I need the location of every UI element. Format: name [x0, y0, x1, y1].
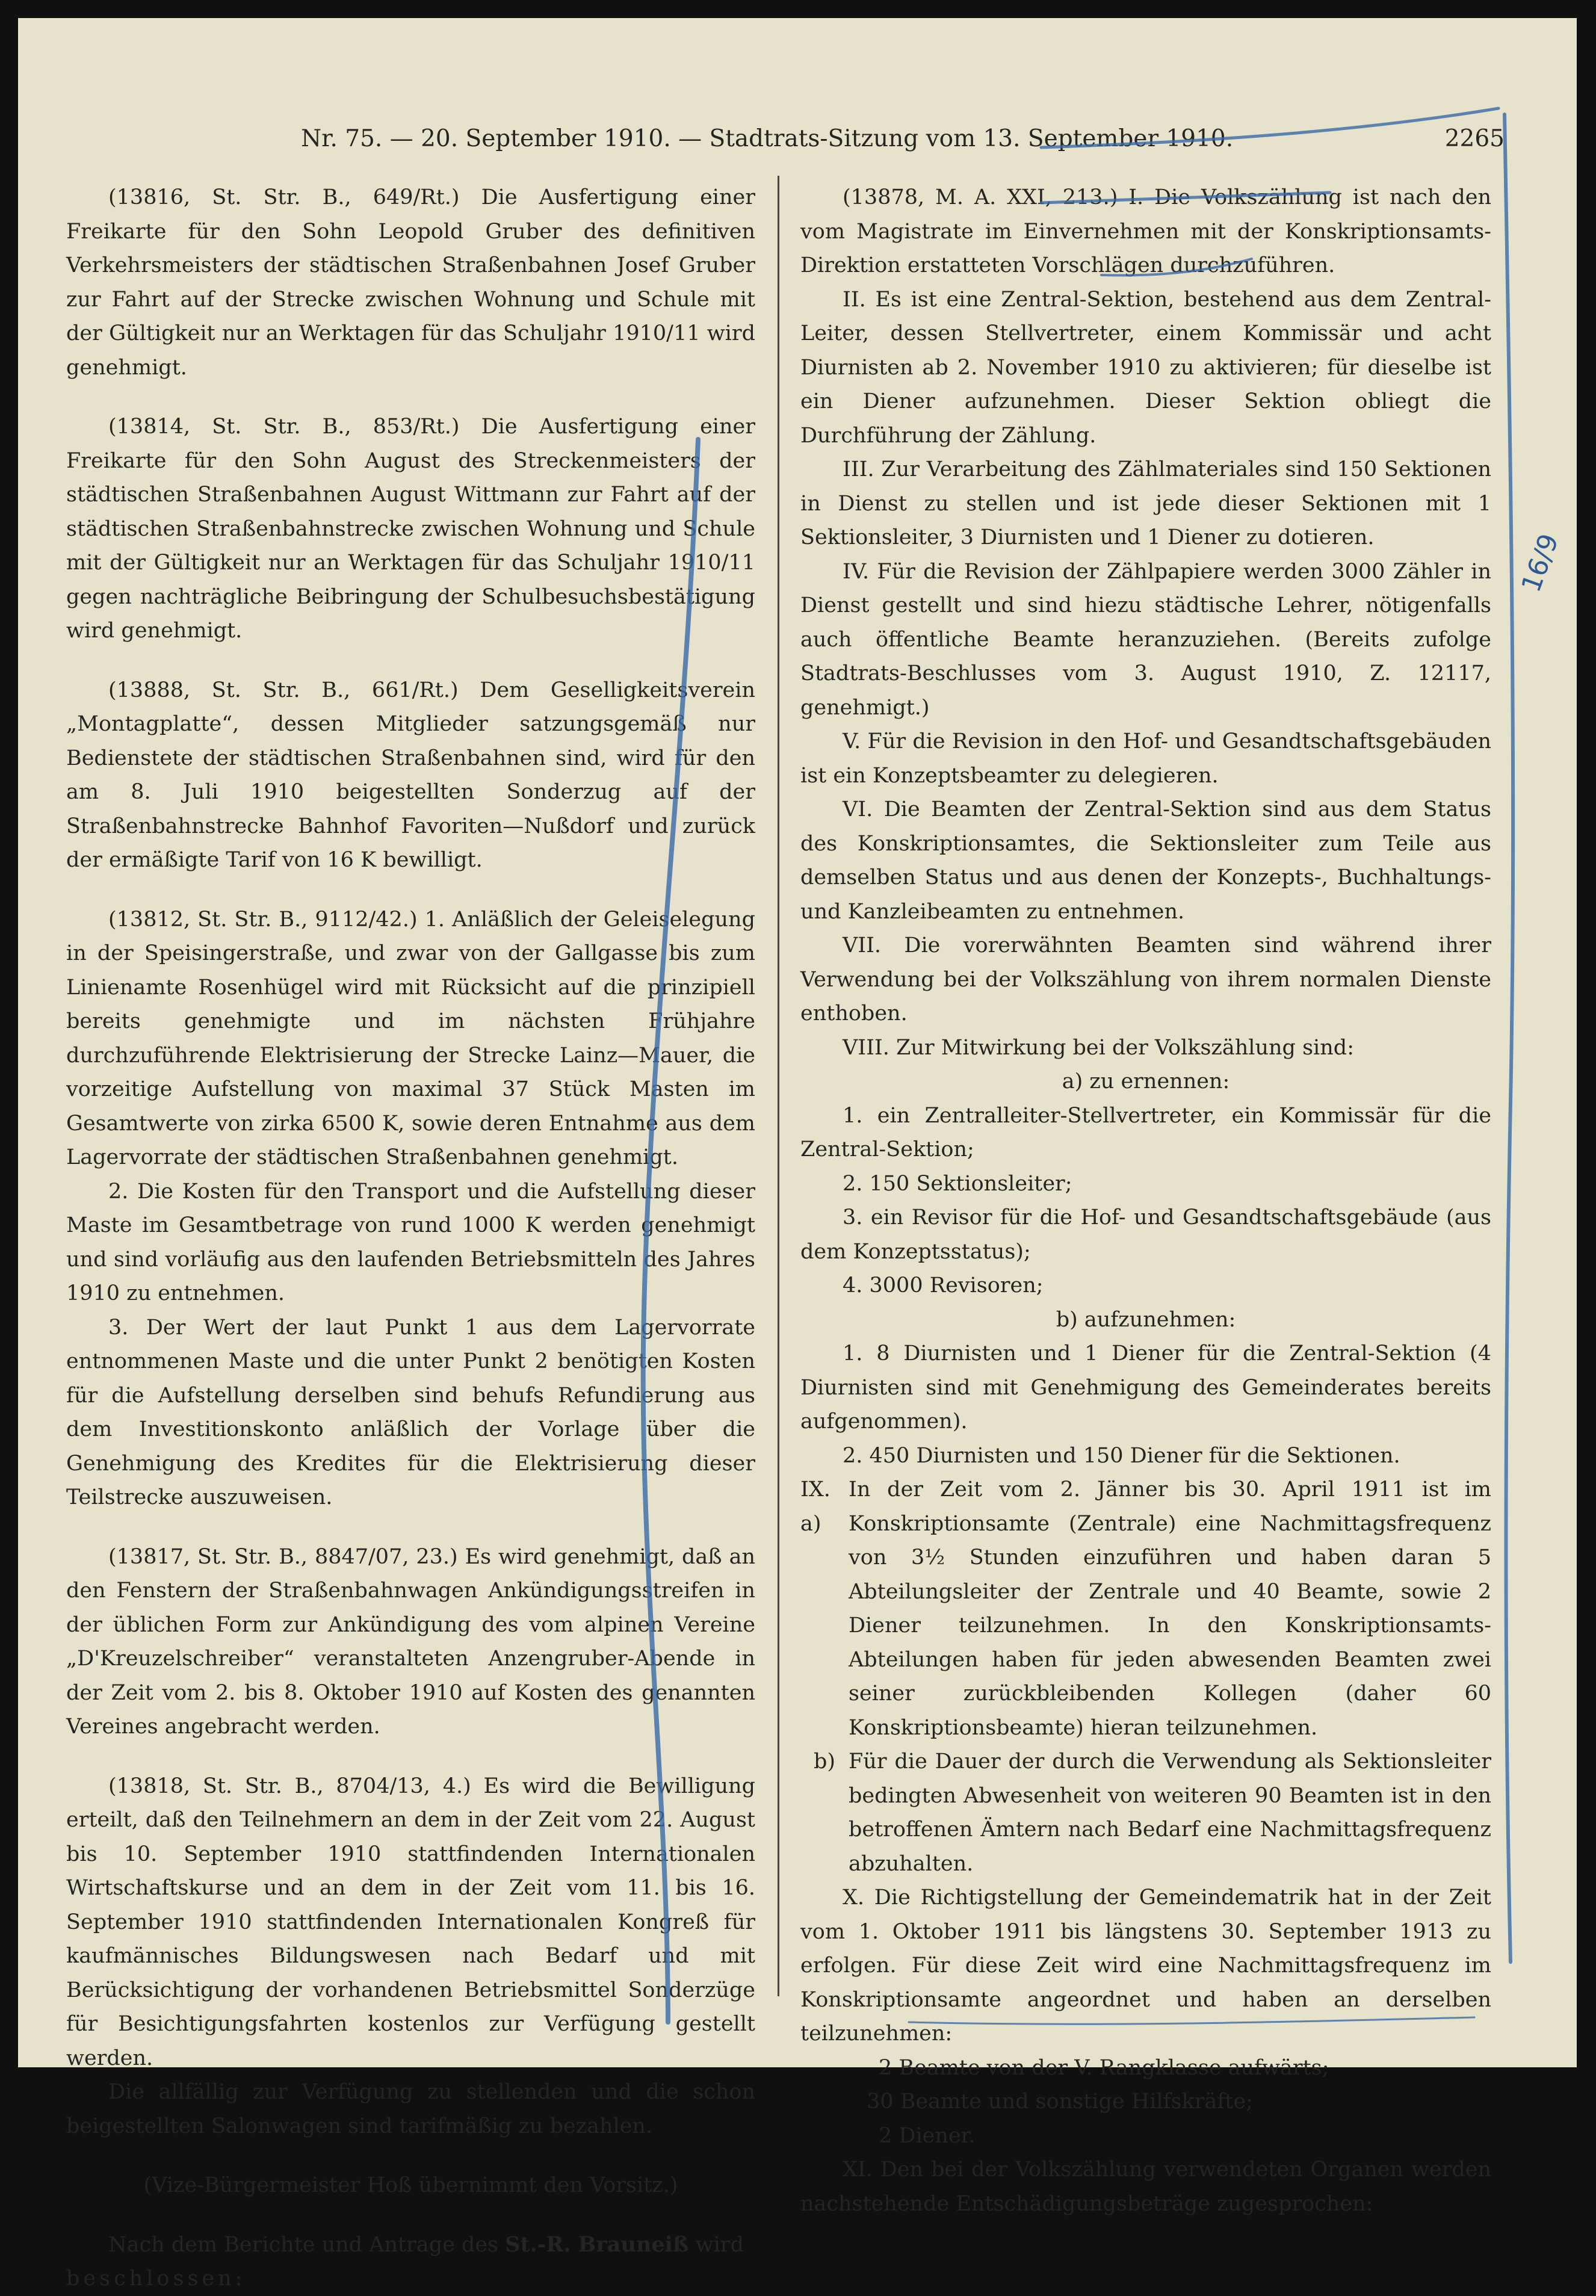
- resolution-intro-end: wird: [688, 2232, 744, 2257]
- section-x: X. Die Richtigstellung der Gemeindematrik hat in der Zeit vom 1. Oktober 1911 bis längstens 30. September 1913 zu erfolgen. Für diese Zeit wird eine Nachmittagsfrequenz im Konskriptionsamte angeordnet und haben an derselben teilzunehmen:: [800, 1886, 1491, 2046]
- section-vii: VII. Die vorerwähnten Beamten sind während ihrer Verwendung bei der Volkszählung von ihrem normalen Dienste enthoben.: [800, 933, 1491, 1026]
- paragraph-13817: (13817, St. Str. B., 8847/07, 23.) Es wird genehmigt, daß an den Fenstern der Straßenbahnwagen Ankündigungsstreifen in der üblichen Form zur Ankündigung des vom alpinen Vereine „D'Kreuzelschreiber“ veranstalteten Anzengruber-Abende in der Zeit vom 2. bis 8. Oktober 1910 auf Kosten des genannten Vereines angebracht werden.: [66, 1544, 755, 1739]
- subsection-a-item-2: 2. 150 Sektionsleiter;: [843, 1171, 1072, 1196]
- paragraph-13812: (13812, St. Str. B., 9112/42.) 1. Anläßlich der Geleiselegung in der Speisingerstraße, und zwar von der Gallgasse bis zum Linienamte Rosenhügel wird mit Rücksicht auf die prinzipiell bereits genehmigte und im nächsten Frühjahre durchzuführende Elektrisierung der Strecke Lainz—Mauer, die vorzeitige Aufstellung von maximal 37 Stück Masten im Gesamtwerte von zirka 6500 K, sowie deren Entnahme aus dem Lagervorrate der städtischen Straßenbahnen genehmigt.: [66, 907, 755, 1169]
- paragraph-13812-point-3: 3. Der Wert der laut Punkt 1 aus dem Lagervorrate entnommenen Maste und die unter Punkt 2 benötigten Kosten für die Aufstellung derselben sind behufs Refundierung aus dem Investitionskonto anläßlich der Vorlage über die Genehmigung des Kredites für die Elektrisierung dieser Teilstrecke auszuweisen.: [66, 1315, 755, 1509]
- section-iv: IV. Für die Revision der Zählpapiere werden 3000 Zähler in Dienst gestellt und sind hiezu städtische Lehrer, nötigenfalls auch öffentliche Beamte heranzuziehen. (Bereits zufolge Stadtrats-Beschlusses vom 3. August 1910, Z. 12117, genehmigt.): [800, 559, 1491, 720]
- newspaper-page: [18, 18, 1577, 2291]
- pencil-underline-header: [1041, 108, 1499, 147]
- subsection-b-item-2: 2. 450 Diurnisten und 150 Diener für die Sektionen.: [843, 1443, 1400, 1468]
- subsection-a-item-3: 3. ein Revisor für die Hof- und Gesandtschaftsgebäude (aus dem Konzeptsstatus);: [800, 1205, 1491, 1264]
- section-ii: II. Es ist eine Zentral-Sektion, bestehend aus dem Zentral-Leiter, dessen Stellvertreter, einem Kommissär und acht Diurnisten ab 2. November 1910 zu aktivieren; für dieselbe ist ein Diener aufzunehmen. Dieser Sektion obliegt die Durchführung der Zählung.: [800, 287, 1491, 448]
- section-xi: XI. Den bei der Volkszählung verwendeten Organen werden nachstehende Entschädigungsbeträge zugesprochen:: [800, 2158, 1491, 2216]
- resolution-intro: [66, 2228, 755, 2262]
- subsection-a-heading: a) zu ernennen:: [1062, 1069, 1230, 1094]
- paragraph-13888: (13888, St. Str. B., 661/Rt.) Dem Geselligkeitsverein „Montagplatte“, dessen Mitglieder satzungsgemäß nur Bedienstete der städtischen Straßenbahnen sind, wird für den am 8. Juli 1910 beigestellten Sonderzug auf der Straßenbahnstrecke Bahnhof Favoriten—Nußdorf und zurück der ermäßigte Tarif von 16 K bewilligt.: [66, 678, 755, 872]
- paragraph-13818: (13818, St. Str. B., 8704/13, 4.) Es wird die Bewilligung erteilt, daß den Teilnehmern an dem in der Zeit vom 22. August bis 10. September 1910 stattfindenden Internationalen Wirtschaftskurse und an dem in der Zeit vom 11. bis 16. September 1910 stattfindenden Internationalen Kongreß für kaufmännisches Bildungswesen nach Bedarf und mit Berücksichtigung der vorhandenen Betriebsmittel Sonderzüge für Besichtigungsfahrten kostenlos zur Verfügung gestellt werden.: [66, 1774, 755, 2070]
- pencil-marks: [18, 18, 1577, 2067]
- paragraph-13816: (13816, St. Str. B., 649/Rt.) Die Ausfertigung einer Freikarte für den Sohn Leopold Gruber des definitiven Verkehrsmeisters der städtischen Straßenbahnen Josef Gruber zur Fahrt auf der Strecke zwischen Wohnung und Schule mit der Gültigkeit nur an Werktagen für das Schuljahr 1910/11 wird genehmigt.: [66, 185, 755, 380]
- section-ix-a-text: In der Zeit vom 2. Jänner bis 30. April 1911 ist im Konskriptionsamte (Zentrale) eine Nachmittagsfrequenz von 3½ Stunden einzuführen und haben daran 5 Abteilungsleiter der Zentrale und 40 Beamte, sowie 2 Diener teilzunehmen. In den Konskriptionsamts-Abteilungen haben für jeden abwesenden Beamten zwei seiner zurückbleibenden Kollegen (daher 60 Konskriptionsbeamte) hieran teilzunehmen.: [849, 1478, 1491, 1740]
- subsection-b-item-1: 1. 8 Diurnisten und 1 Diener für die Zentral-Sektion (4 Diurnisten sind mit Genehmigung des Gemeinderates bereits aufgenommen).: [800, 1341, 1491, 1434]
- resolution-beschlossen: beschlossen:: [66, 2267, 246, 2291]
- section-x-item-2: 30 Beamte und sonstige Hilfskräfte;: [867, 2090, 1253, 2114]
- paragraph-13878: (13878, M. A. XXI, 213.) I. Die Volkszählung ist nach den vom Magistrate im Einvernehmen mit der Konskriptionsamts-Direktion erstatteten Vorschlägen durchzuführen.: [800, 185, 1491, 277]
- page-number: 2265: [1444, 125, 1505, 152]
- subsection-a-item-1: 1. ein Zentralleiter-Stellvertreter, ein Kommissär für die Zentral-Sektion;: [800, 1103, 1491, 1162]
- section-ix-a-label: IX. a): [800, 1478, 830, 1536]
- resolution-intro-text: Nach dem Berichte und Antrage des: [108, 2232, 506, 2257]
- pencil-line-vertical-left: [643, 439, 698, 2022]
- section-x-item-1: 2 Beamte von der V. Rangklasse aufwärts;: [879, 2055, 1329, 2080]
- header-title: Nr. 75. — 20. September 1910. — Stadtrats-Sitzung vom 13. September 1910.: [301, 125, 1234, 152]
- chair-note: (Vize-Bürgermeister Hoß übernimmt den Vorsitz.): [143, 2173, 678, 2197]
- pencil-line-bottom: [909, 2017, 1474, 2024]
- subsection-b-heading: b) aufzunehmen:: [1056, 1307, 1236, 1332]
- pencil-underline-volkszaehlung: [1041, 193, 1330, 203]
- pencil-underline-durchfuehren: [1101, 259, 1252, 276]
- section-x-item-3: 2 Diener.: [879, 2123, 976, 2148]
- councillor-name: St.-R. Brauneiß: [505, 2232, 689, 2257]
- paragraph-13814: (13814, St. Str. B., 853/Rt.) Die Ausfertigung einer Freikarte für den Sohn August des Streckenmeisters der städtischen Straßenbahnen August Wittmann zur Fahrt auf der städtischen Straßenbahnstrecke zwischen Wohnung und Schule mit der Gültigkeit nur an Werktagen für das Schuljahr 1910/11 gegen nachträgliche Beibringung der Schulbesuchsbestätigung wird genehmigt.: [66, 415, 755, 643]
- section-vi: VI. Die Beamten der Zentral-Sektion sind aus dem Status des Konskriptionsamtes, die Sektionsleiter zum Teile aus demselben Status und aus denen der Konzepts-, Buchhaltungs- und Kanzleibeamten zu entnehmen.: [800, 797, 1491, 924]
- section-v: V. Für die Revision in den Hof- und Gesandtschaftsgebäuden ist ein Konzeptsbeamter zu delegieren.: [800, 729, 1491, 788]
- subsection-a-item-4: 4. 3000 Revisoren;: [843, 1273, 1044, 1298]
- section-iii: III. Zur Verarbeitung des Zählmateriales sind 150 Sektionen in Dienst zu stellen und ist jede dieser Sektionen mit 1 Sektionsleiter, 3 Diurnisten und 1 Diener zu dotieren.: [800, 457, 1491, 549]
- paragraph-13812-point-2: 2. Die Kosten für den Transport und die Aufstellung dieser Maste im Gesamtbetrage von rund 1000 K werden genehmigt und sind vorläufig aus den laufenden Betriebsmitteln des Jahres 1910 zu entnehmen.: [66, 1179, 755, 1305]
- section-ix-b-label: b): [813, 1750, 836, 1774]
- paragraph-salonwagen: Die allfällig zur Verfügung zu stellenden und die schon beigestellten Salonwagen sind tarifmäßig zu bezahlen.: [66, 2080, 755, 2138]
- pencil-line-vertical-right: [1505, 114, 1513, 1962]
- section-viii: VIII. Zur Mitwirkung bei der Volkszählung sind:: [843, 1035, 1354, 1060]
- section-ix-b-text: Für die Dauer der durch die Verwendung als Sektionsleiter bedingten Abwesenheit von weiteren 90 Beamten ist in den betroffenen Ämtern nach Bedarf eine Nachmittagsfrequenz abzuhalten.: [849, 1750, 1491, 1876]
- pencil-margin-note: 16/9: [1515, 530, 1565, 596]
